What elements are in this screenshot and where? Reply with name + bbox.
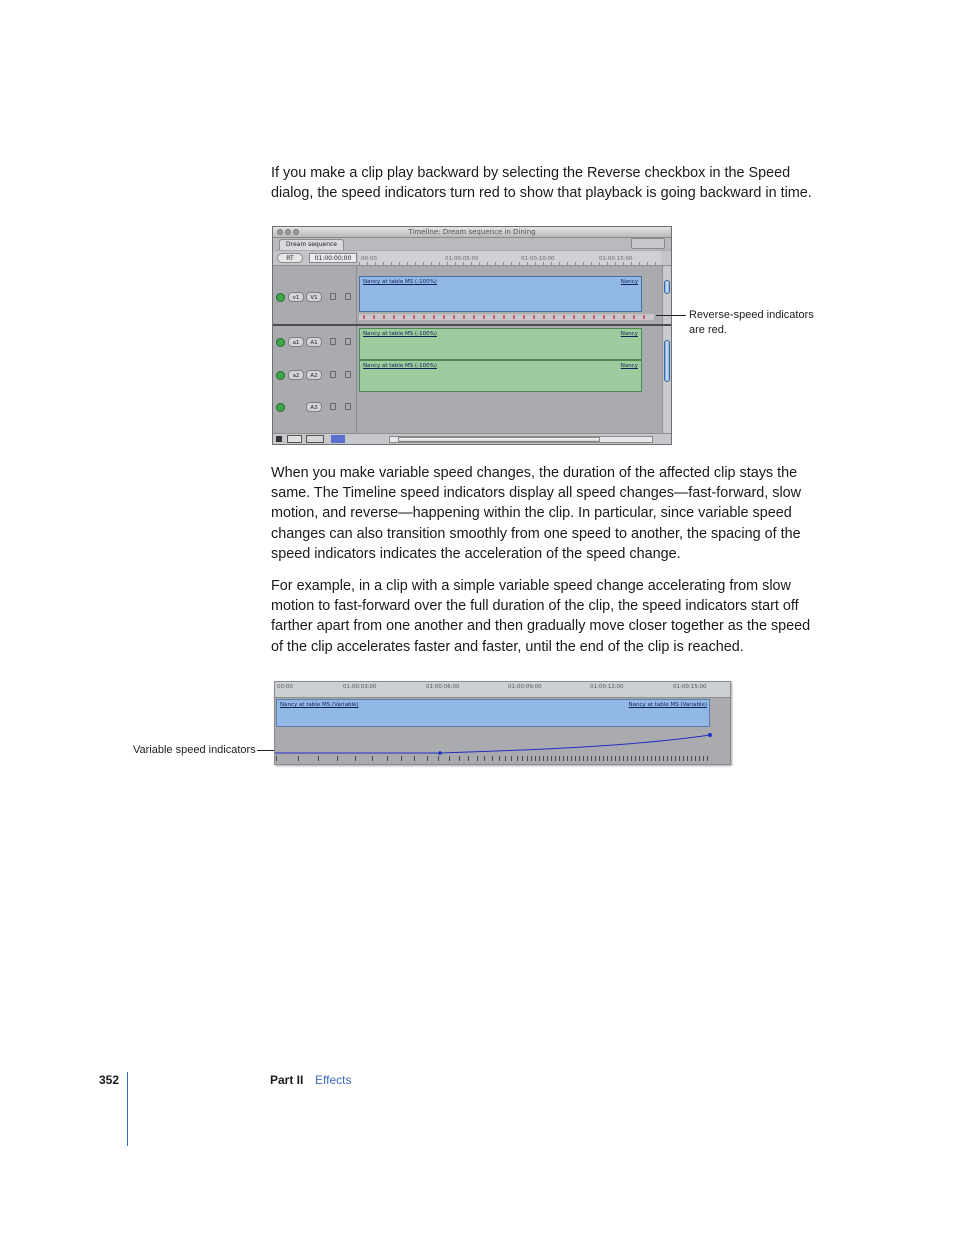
autoselect-icon[interactable]	[345, 371, 351, 378]
reverse-speed-indicator	[373, 315, 375, 319]
reverse-speed-indicator	[453, 315, 455, 319]
ruler-tick	[647, 262, 648, 265]
speed-indicator-tick	[438, 756, 439, 761]
reverse-speed-indicator	[553, 315, 555, 319]
dest-patch-a2[interactable]: A2	[306, 370, 322, 380]
speed-indicator-tick	[276, 756, 277, 761]
speed-indicator-tick	[522, 756, 523, 761]
keyframe-point	[438, 751, 442, 755]
speed-indicator-tick	[703, 756, 704, 761]
speed-indicator-tick	[595, 756, 596, 761]
ruler-tick	[599, 262, 600, 265]
speed-indicator-tick	[643, 756, 644, 761]
ruler-tick	[591, 262, 592, 265]
speed-indicator-tick	[651, 756, 652, 761]
clip-name-end: Nancy at table MS (Variable)	[628, 702, 707, 708]
ruler-tick	[479, 262, 480, 265]
speed-indicator-tick	[492, 756, 493, 761]
lock-icon[interactable]	[330, 293, 336, 300]
ruler-tick	[471, 262, 472, 265]
reverse-speed-indicator	[403, 315, 405, 319]
speed-indicator-tick	[639, 756, 640, 761]
footer-rule	[127, 1072, 128, 1146]
speed-indicator-tick	[459, 756, 460, 761]
reverse-speed-indicator	[523, 315, 525, 319]
reverse-speed-indicator	[583, 315, 585, 319]
ruler-tick	[583, 262, 584, 265]
reverse-speed-indicator	[493, 315, 495, 319]
ruler-label: 01:00:15:00	[673, 684, 707, 690]
speed-indicator-tick	[619, 756, 620, 761]
ruler-tick	[543, 262, 544, 265]
speed-indicator-tick	[695, 756, 696, 761]
audio-enable-icon[interactable]	[276, 403, 285, 412]
speed-indicator-tick	[591, 756, 592, 761]
ruler-tick	[503, 262, 504, 265]
clip-name: Nancy at table MS (-100%)	[363, 363, 437, 369]
ruler-tick	[399, 262, 400, 265]
reverse-speed-indicator	[383, 315, 385, 319]
track-header-audio	[273, 326, 357, 433]
speed-indicator-tick	[671, 756, 672, 761]
speed-indicator-tick	[655, 756, 656, 761]
speed-indicator-tick	[427, 756, 428, 761]
audio-clip-2[interactable]	[359, 360, 642, 392]
sequence-tabbar	[273, 238, 671, 250]
ruler-tick	[487, 262, 488, 265]
speed-indicator-tick	[531, 756, 532, 761]
speed-indicator-tick	[579, 756, 580, 761]
dest-patch-a1[interactable]: A1	[306, 337, 322, 347]
variable-speed-clip[interactable]	[276, 699, 710, 727]
ruler-tick	[431, 262, 432, 265]
ruler-tick	[463, 262, 464, 265]
reverse-speed-indicator	[483, 315, 485, 319]
speed-indicator-tick	[667, 756, 668, 761]
dest-patch-a3[interactable]: A3	[306, 402, 322, 412]
ruler-tick	[407, 262, 408, 265]
speed-indicator-tick	[687, 756, 688, 761]
reverse-speed-indicator	[503, 315, 505, 319]
ruler-label: 01:00:09:00	[508, 684, 542, 690]
speed-indicator-tick	[567, 756, 568, 761]
window-title: Timeline: Dream sequence in Dining	[408, 228, 536, 236]
audio-enable-icon[interactable]	[276, 371, 285, 380]
speed-indicator-tick	[699, 756, 700, 761]
speed-indicator-tick	[555, 756, 556, 761]
ruler-tick	[495, 262, 496, 265]
ruler-tick	[511, 262, 512, 265]
reverse-speed-indicator	[563, 315, 565, 319]
reverse-speed-indicator	[473, 315, 475, 319]
speed-indicator-tick	[659, 756, 660, 761]
speed-curve	[275, 726, 730, 756]
ruler-label: 01:00:05:00	[445, 256, 479, 262]
horizontal-scrollbar[interactable]	[389, 436, 653, 443]
reverse-speed-indicator	[433, 315, 435, 319]
ruler-label: 00:00	[361, 256, 377, 262]
speed-indicator-tick	[401, 756, 402, 761]
timeline-ruler[interactable]	[359, 251, 661, 266]
timeline-options-icon[interactable]	[631, 238, 665, 249]
paragraph-reverse-speed: If you make a clip play backward by selecting the Reverse checkbox in the Speed dialog, the speed indicators turn red to show that playback is going backward in time.	[271, 165, 812, 202]
speed-indicator-tick	[611, 756, 612, 761]
timecode-field[interactable]: 01:00:00;00	[309, 253, 357, 263]
ruler-label: 01:00:06:00	[426, 684, 460, 690]
scroll-thumb[interactable]	[664, 280, 670, 294]
video-clip[interactable]	[359, 276, 642, 312]
clip-name-end: Nancy	[620, 279, 638, 285]
speed-indicator-tick	[627, 756, 628, 761]
speed-indicator-tick	[603, 756, 604, 761]
autoselect-icon[interactable]	[345, 338, 351, 345]
audio-clip-1[interactable]	[359, 328, 642, 360]
source-patch-v1[interactable]: v1	[288, 292, 304, 302]
speed-indicator-tick	[683, 756, 684, 761]
reverse-speed-indicator	[443, 315, 445, 319]
callout-leader-line	[656, 315, 686, 316]
ruler-tick	[631, 262, 632, 265]
ruler-label: 01:00:10:00	[521, 256, 555, 262]
ruler-tick	[535, 262, 536, 265]
footer-part: Part II	[270, 1073, 304, 1087]
ruler-tick	[623, 262, 624, 265]
ruler-tick	[551, 262, 552, 265]
speed-indicator-tick	[539, 756, 540, 761]
speed-indicator-tick	[647, 756, 648, 761]
ruler-tick	[391, 262, 392, 265]
ruler-tick	[655, 262, 656, 265]
speed-indicator-tick	[623, 756, 624, 761]
ruler-tick	[367, 262, 368, 265]
speed-indicator-tick	[679, 756, 680, 761]
timeline-bottom-bar	[273, 433, 671, 445]
speed-indicator-tick	[511, 756, 512, 761]
track-header-v1	[273, 266, 357, 324]
speed-indicator-tick	[675, 756, 676, 761]
callout-leader-line	[257, 750, 274, 751]
speed-indicator-tick	[571, 756, 572, 761]
timeline-ruler[interactable]	[275, 682, 730, 698]
ruler-label: 00:00	[277, 684, 293, 690]
speed-indicator-tick	[499, 756, 500, 761]
timeline-screenshot	[272, 226, 672, 445]
ruler-tick	[615, 262, 616, 265]
ruler-tick	[527, 262, 528, 265]
speed-indicator-tick	[484, 756, 485, 761]
ruler-tick	[359, 262, 360, 265]
variable-speed-indicators	[276, 756, 710, 762]
speed-indicator-tick	[337, 756, 338, 761]
track-height-icon[interactable]	[287, 435, 302, 443]
reverse-speed-indicator	[413, 315, 415, 319]
reverse-speed-indicator	[623, 315, 625, 319]
window-titlebar	[273, 227, 671, 238]
speed-indicator-tick	[583, 756, 584, 761]
footer-section-link[interactable]: Effects	[315, 1073, 352, 1087]
speed-indicator-tick	[414, 756, 415, 761]
speed-indicator-tick	[318, 756, 319, 761]
speed-indicator-tick	[477, 756, 478, 761]
callout-reverse-speed	[689, 308, 814, 338]
reverse-speed-indicator	[513, 315, 515, 319]
speed-indicator-tick	[563, 756, 564, 761]
speed-indicator-tick	[387, 756, 388, 761]
reverse-speed-indicator	[593, 315, 595, 319]
speaker-icon[interactable]	[276, 436, 282, 442]
paragraph-variable-speed: When you make variable speed changes, the duration of the affected clip stays the same. The Timeline speed indicators display all speed changes—fast-forward, slow motion, and reverse—happening within the clip. In particular, since variable speed changes can also transition smoothly from one speed to another, the spacing of the speed indicators indicates the acceleration of the speed change.	[271, 465, 802, 562]
speed-indicator-tick	[551, 756, 552, 761]
autoselect-icon[interactable]	[345, 293, 351, 300]
clip-overlays-icon[interactable]	[306, 435, 324, 443]
ruler-tick	[415, 262, 416, 265]
speed-indicator-tick	[559, 756, 560, 761]
lock-icon[interactable]	[330, 371, 336, 378]
lock-icon[interactable]	[330, 338, 336, 345]
reverse-speed-indicator	[463, 315, 465, 319]
clip-name: Nancy at table MS (-100%)	[363, 279, 437, 285]
speed-indicator-tick	[599, 756, 600, 761]
speed-indicator-tick	[543, 756, 544, 761]
clip-name: Nancy at table MS (Variable)	[280, 702, 359, 708]
ruler-tick	[439, 262, 440, 265]
speed-indicator-tick	[449, 756, 450, 761]
speed-indicator-tick	[355, 756, 356, 761]
ruler-tick	[375, 262, 376, 265]
ruler-label: 01:00:03:00	[343, 684, 377, 690]
reverse-speed-indicator	[603, 315, 605, 319]
speed-indicator-tick	[468, 756, 469, 761]
horizontal-scroll-thumb[interactable]	[398, 437, 600, 442]
variable-speed-screenshot	[274, 681, 731, 765]
reverse-speed-indicator	[613, 315, 615, 319]
reverse-speed-indicator	[423, 315, 425, 319]
ruler-tick	[423, 262, 424, 265]
speed-indicator-tick	[615, 756, 616, 761]
ruler-tick	[383, 262, 384, 265]
tab-dream-sequence[interactable]: Dream sequence	[279, 239, 344, 250]
speed-indicator-tick	[547, 756, 548, 761]
autoselect-icon[interactable]	[345, 403, 351, 410]
reverse-speed-indicator	[573, 315, 575, 319]
audio-enable-icon[interactable]	[276, 338, 285, 347]
reverse-speed-indicator	[393, 315, 395, 319]
speed-indicator-tick	[707, 756, 708, 761]
dest-patch-v1[interactable]: V1	[306, 292, 322, 302]
rt-menu-button[interactable]: RT	[277, 253, 303, 263]
speed-indicators	[359, 314, 654, 320]
reverse-speed-indicator	[643, 315, 645, 319]
speed-indicator-tick	[505, 756, 506, 761]
keyframe-point	[708, 733, 712, 737]
ruler-label: 01:00:15:00	[599, 256, 633, 262]
speed-indicator-tick	[527, 756, 528, 761]
callout-variable-speed: Variable speed indicators	[133, 744, 256, 756]
reverse-speed-indicator	[543, 315, 545, 319]
reverse-speed-indicator	[633, 315, 635, 319]
speed-indicator-tick	[607, 756, 608, 761]
ruler-tick	[559, 262, 560, 265]
reverse-speed-indicator	[363, 315, 365, 319]
zoom-slider-icon[interactable]	[331, 435, 345, 443]
ruler-label: 01:00:12:00	[590, 684, 624, 690]
lock-icon[interactable]	[330, 403, 336, 410]
paragraph-example: For example, in a clip with a simple variable speed change accelerating from slow motion to fast-forward over the full duration of the clip, the speed indicators start off farther apart from one another and then gradually move closer together as the speed of the clip accelerates faster and faster, until the end of the clip is reached.	[271, 578, 811, 655]
source-patch-a1[interactable]: a1	[288, 337, 304, 347]
reverse-speed-indicator	[533, 315, 535, 319]
ruler-tick	[607, 262, 608, 265]
speed-indicator-tick	[631, 756, 632, 761]
clip-name: Nancy at table MS (-100%)	[363, 331, 437, 337]
scroll-thumb[interactable]	[664, 340, 670, 382]
audio-scrollbar[interactable]	[662, 326, 671, 433]
track-visibility-icon[interactable]	[276, 293, 285, 302]
page-number: 352	[99, 1073, 120, 1087]
speed-indicator-tick	[663, 756, 664, 761]
source-patch-a2[interactable]: a2	[288, 370, 304, 380]
ruler-tick	[455, 262, 456, 265]
clip-name-end: Nancy	[620, 363, 638, 369]
speed-indicator-tick	[298, 756, 299, 761]
speed-curve-line	[275, 735, 710, 753]
callout-text: Reverse-speed indicators are red.	[689, 309, 814, 336]
ruler-tick	[519, 262, 520, 265]
clip-name-end: Nancy	[620, 331, 638, 337]
ruler-tick	[639, 262, 640, 265]
speed-indicator-tick	[372, 756, 373, 761]
speed-indicator-tick	[635, 756, 636, 761]
speed-indicator-tick	[587, 756, 588, 761]
ruler-tick	[575, 262, 576, 265]
ruler-tick	[447, 262, 448, 265]
speed-indicator-tick	[517, 756, 518, 761]
speed-indicator-tick	[535, 756, 536, 761]
ruler-tick	[567, 262, 568, 265]
speed-indicator-tick	[575, 756, 576, 761]
speed-indicator-tick	[691, 756, 692, 761]
